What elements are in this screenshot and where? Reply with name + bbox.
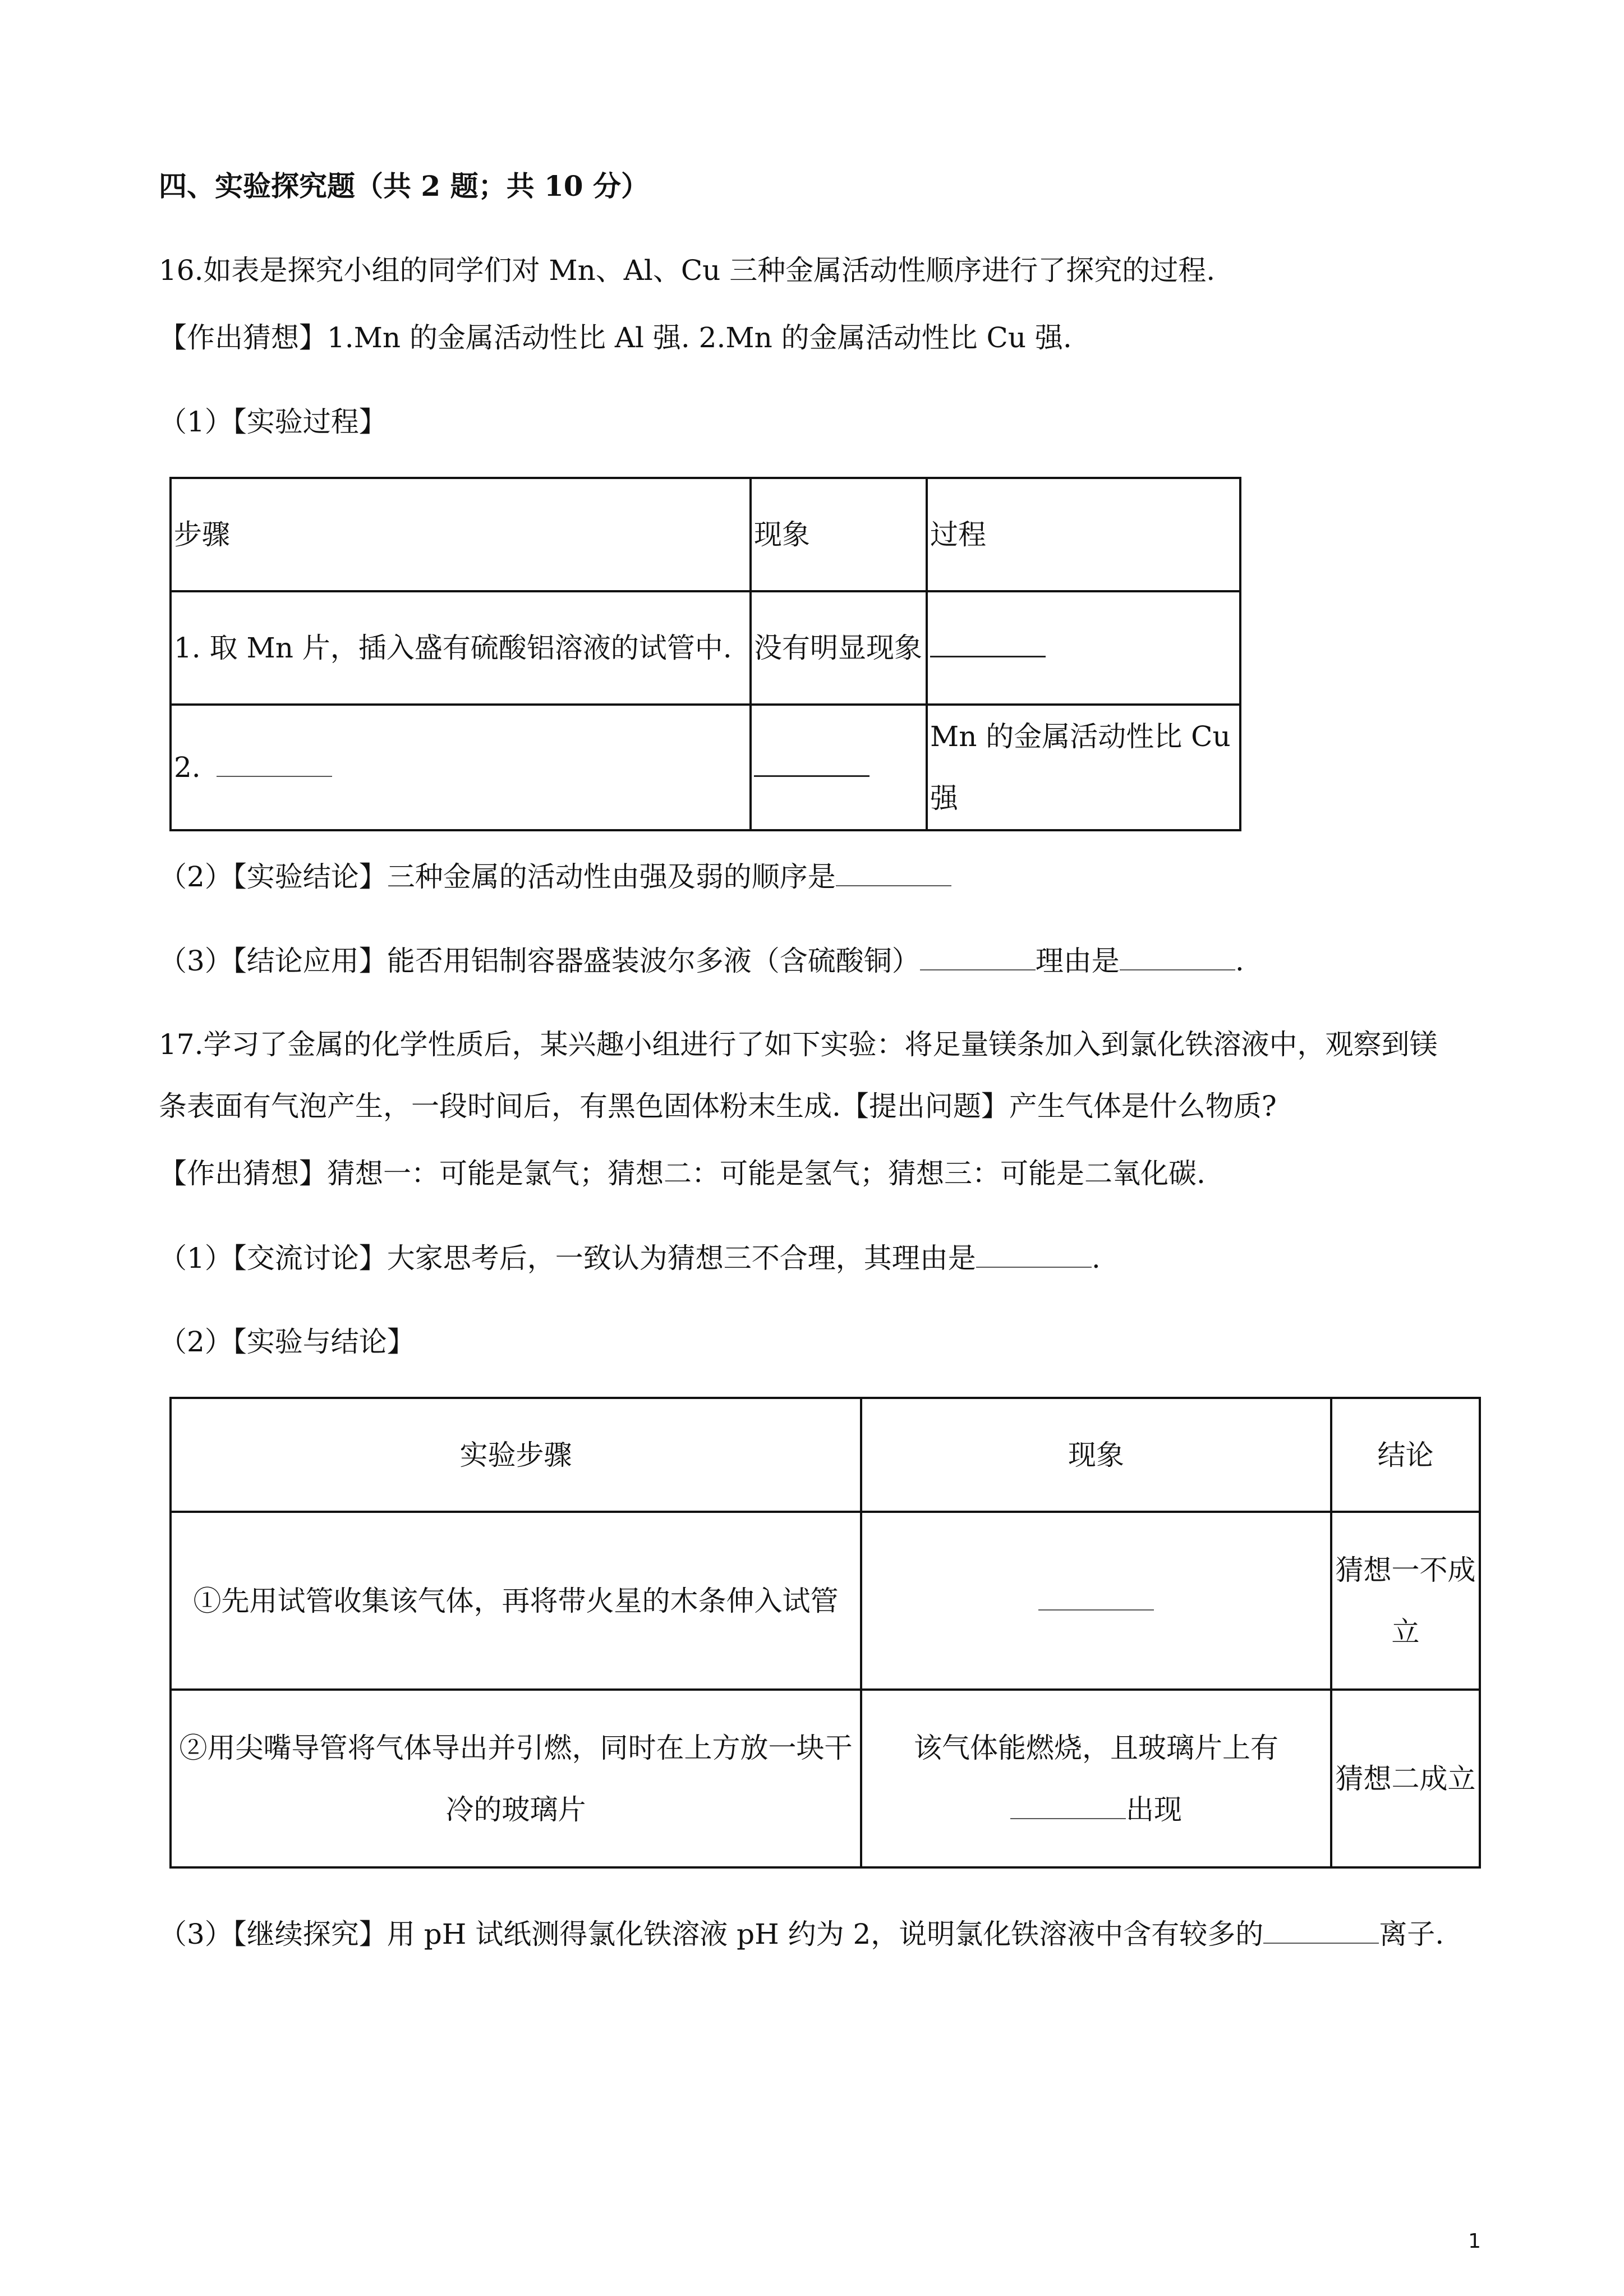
answer-blank[interactable] [920,942,1036,970]
q17-row1-phenomenon[interactable] [861,1512,1331,1690]
q16-row2-process: Mn 的金属活动性比 Cu 强 [927,705,1240,830]
q16-part3-text-a: （3）【结论应用】能否用铝制容器盛装波尔多液（含硫酸铜） [159,945,920,977]
q16-header-phenomenon: 现象 [751,478,927,591]
q17-row2-phenomenon-line2 [862,1779,1330,1841]
q17-header-conclusion: 结论 [1331,1398,1480,1512]
q17-row2-step-line2: 冷的玻璃片 [445,1793,586,1826]
q16-header-step: 步骤 [171,478,751,591]
q17-row2-phenomenon-suffix: 出现 [1126,1793,1182,1826]
answer-blank[interactable] [754,753,869,777]
answer-blank[interactable] [976,1240,1092,1268]
q16-table [169,477,1241,831]
q17-hypothesis: 【作出猜想】猜想一：可能是氯气；猜想二：可能是氢气；猜想三：可能是二氧化碳. [159,1157,1206,1190]
answer-blank[interactable] [1120,942,1235,970]
q17-table [169,1397,1481,1869]
q16-row1-step: 1. 取 Mn 片，插入盛有硫酸铝溶液的试管中. [171,591,751,705]
q17-part3-text-a: （3）【继续探究】用 pH 试纸测得氯化铁溶液 pH 约为 2，说明氯化铁溶液中含有较多的 [159,1918,1264,1950]
q16-part3 [159,942,1244,979]
q16-row1-process[interactable] [927,591,1240,705]
q17-row2-conclusion: 猜想二成立 [1331,1690,1480,1867]
q17-row1-step: ①先用试管收集该气体，再将带火星的木条伸入试管 [171,1512,861,1690]
q17-part1-text-a: （1）【交流讨论】大家思考后，一致认为猜想三不合理，其理由是 [159,1242,976,1274]
q16-row2-phenomenon[interactable] [751,705,927,830]
q17-part3-text-b: 离子. [1379,1918,1444,1950]
q16-part3-text-c: . [1235,945,1244,977]
q17-row1-conclusion [1331,1512,1480,1690]
q16-row2-step[interactable] [171,705,751,830]
answer-blank[interactable] [930,633,1046,657]
q17-row1-conclusion-line2: 立 [1391,1615,1420,1648]
answer-blank[interactable] [1010,1796,1126,1819]
q16-header-process: 过程 [927,478,1240,591]
q16-part1: （1）【实验过程】 [159,406,387,438]
q17-part1 [159,1240,1101,1276]
q17-header-phenomenon: 现象 [861,1398,1331,1512]
section-title: 四、实验探究题（共 2 题；共 10 分） [159,169,649,203]
q17-row2-phenomenon[interactable] [861,1690,1331,1867]
q17-intro-line1: 17.学习了金属的化学性质后，某兴趣小组进行了如下实验：将足量镁条加入到氯化铁溶液中，观察到镁 [159,1028,1438,1061]
answer-blank[interactable] [836,858,951,886]
q17-row1-conclusion-line1: 猜想一不成 [1335,1553,1476,1586]
q16-hypothesis: 【作出猜想】1.Mn 的金属活动性比 Al 强. 2.Mn 的金属活动性比 Cu 强. [159,321,1072,354]
answer-blank[interactable] [217,753,332,777]
q17-row2-step-line1: ②用尖嘴导管将气体导出并引燃，同时在上方放一块干 [179,1731,853,1764]
q16-row1-phenomenon: 没有明显现象 [751,591,927,705]
q17-part1-text-b: . [1091,1242,1101,1274]
q16-part3-text-b: 理由是 [1035,945,1120,977]
page-number: 1 [1468,2230,1481,2253]
answer-blank[interactable] [1038,1587,1154,1611]
q16-part2 [159,858,951,895]
q16-row2-step-label: 2. [174,751,210,784]
q16-intro: 16.如表是探究小组的同学们对 Mn、Al、Cu 三种金属活动性顺序进行了探究的过程. [159,254,1216,287]
answer-blank[interactable] [1263,1916,1379,1944]
q17-row2-phenomenon-line1: 该气体能燃烧，且玻璃片上有 [914,1731,1278,1764]
q17-intro-line2: 条表面有气泡产生，一段时间后，有黑色固体粉末生成.【提出问题】产生气体是什么物质? [159,1090,1277,1122]
q17-part2: （2）【实验与结论】 [159,1326,415,1358]
q17-part3 [159,1916,1444,1952]
q17-row2-step [171,1690,861,1867]
q17-header-step: 实验步骤 [171,1398,861,1512]
q16-part2-text: （2）【实验结论】三种金属的活动性由强及弱的顺序是 [159,861,836,893]
